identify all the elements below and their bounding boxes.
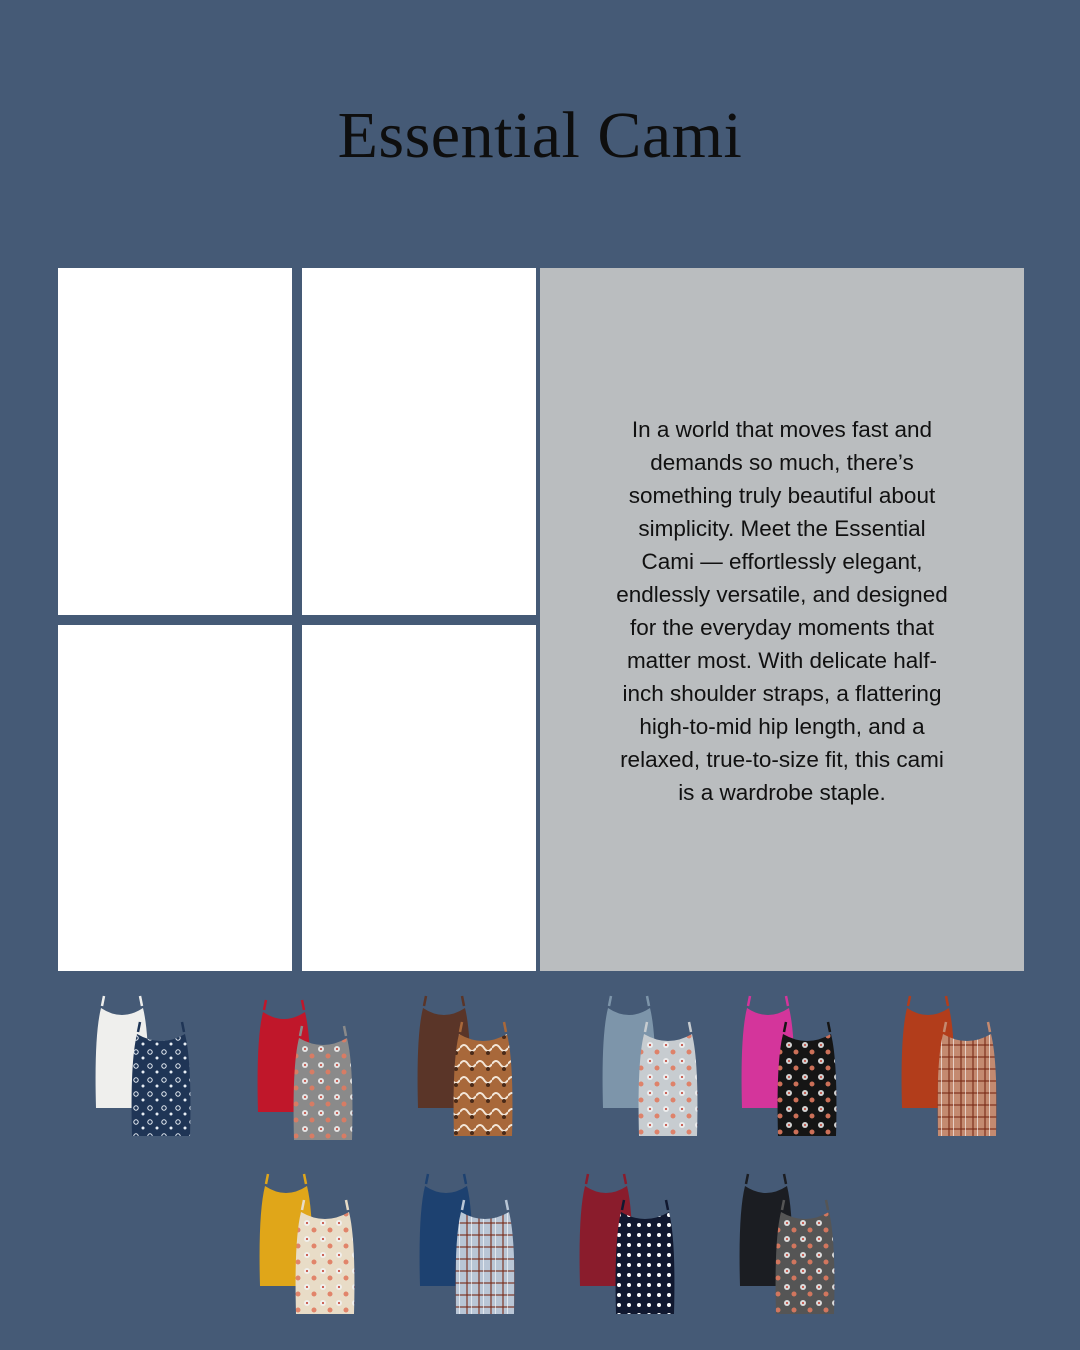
swatch-9[interactable]: [574, 1170, 684, 1320]
cami-icon: [252, 996, 362, 1146]
cami-icon: [597, 992, 707, 1142]
cami-icon: [574, 1170, 684, 1320]
cami-icon: [90, 992, 200, 1142]
swatch-2[interactable]: [252, 996, 362, 1146]
swatch-1[interactable]: [90, 992, 200, 1142]
cami-icon: [414, 1170, 524, 1320]
swatch-6[interactable]: [896, 992, 1006, 1142]
cami-icon: [736, 992, 846, 1142]
image-placeholder-1: [58, 268, 292, 615]
cami-icon: [254, 1170, 364, 1320]
cami-icon: [412, 992, 522, 1142]
page-title: Essential Cami: [337, 99, 743, 172]
image-placeholder-3: [58, 625, 292, 971]
description-panel: [540, 268, 1024, 971]
swatch-3[interactable]: [412, 992, 522, 1142]
swatch-10[interactable]: [734, 1170, 844, 1320]
cami-icon: [734, 1170, 844, 1320]
cami-icon: [896, 992, 1006, 1142]
swatch-4[interactable]: [597, 992, 707, 1142]
image-placeholder-4: [302, 625, 536, 971]
swatch-7[interactable]: [254, 1170, 364, 1320]
description-text: In a world that moves fast and demands so much, there’s something truly beautiful about simplicity. Meet the Essential Cami — effortlessly elegant, endlessly versatile, and designed for the everyday moments that matter most. With delicate half-inch shoulder straps, a flattering high-to-mid hip length, and a relaxed, true-to-size fit, this cami is a wardrobe staple.: [616, 416, 948, 805]
swatch-8[interactable]: [414, 1170, 524, 1320]
swatch-5[interactable]: [736, 992, 846, 1142]
image-placeholder-2: [302, 268, 536, 615]
